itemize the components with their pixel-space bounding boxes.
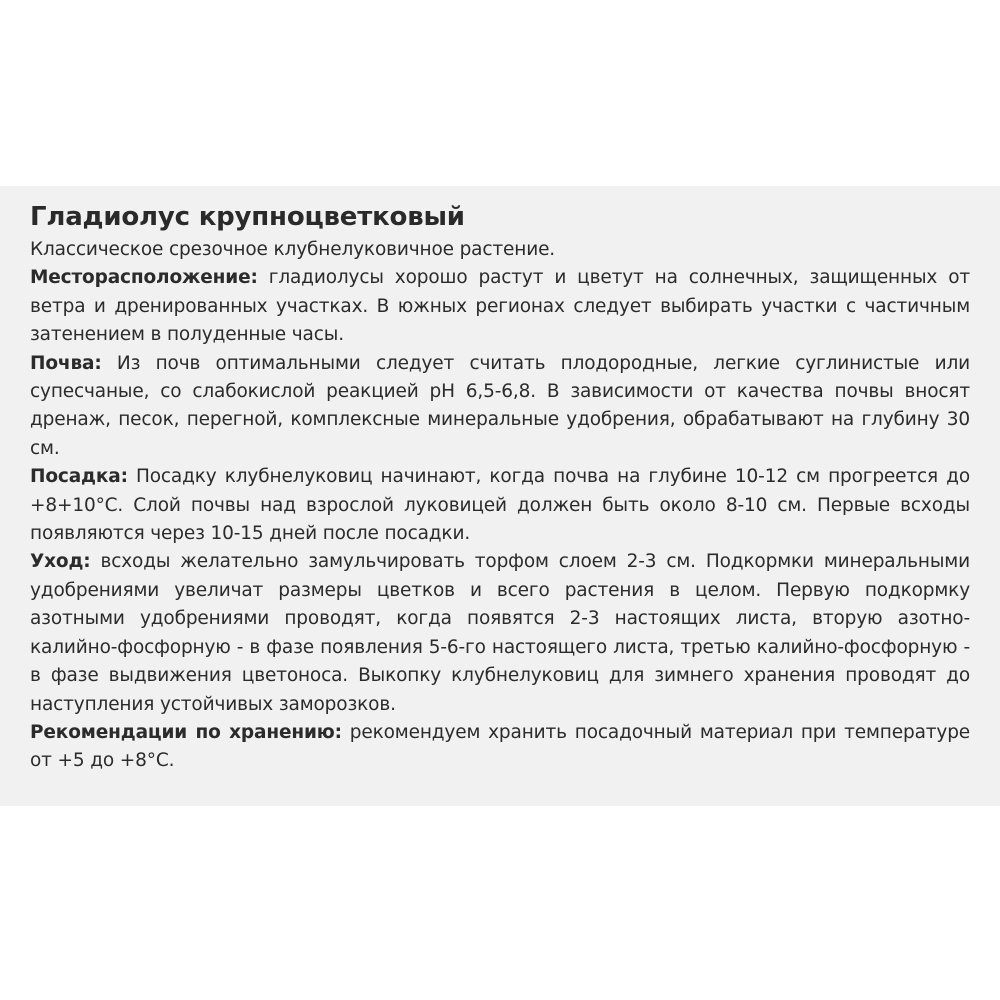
section-soil: [30, 350, 970, 464]
section-soil-heading: Почва:: [30, 352, 102, 374]
section-location: [30, 264, 970, 349]
label-title: Гладиолус крупноцветковый: [30, 202, 465, 232]
section-location-heading: Месторасположение:: [30, 267, 258, 289]
section-care-text: всходы желательно замульчировать торфом слоем 2-3 см. Подкормки минеральными удобрениями увеличат размеры цветков и всего растения в целом. Первую подкормку азотными удобрениями проводят, когда появятся 2-3 настоящих листа, вторую азотно-калийно-фосфорную - в фазе появления 5-6-го настоящего листа, третью калийно-фосфорную - в фазе выдвижения цветоноса. Выкопку клубнелуковиц для зимнего хранения проводят до наступления устойчивых заморозков.: [30, 551, 970, 715]
section-planting: [30, 463, 970, 548]
section-care-heading: Уход:: [30, 551, 91, 573]
section-planting-text: Посадку клубнелуковиц начинают, когда почва на глубине 10-12 см прогреется до +8+10°С. Слой почвы над взрослой луковицей должен быть около 8-10 см. Первые всходы появляются через 10-15 дней после посадки.: [30, 466, 970, 545]
section-care: [30, 548, 970, 718]
section-planting-heading: Посадка:: [30, 466, 128, 488]
label-subtitle: Классическое срезочное клубнелуковичное растение.: [30, 239, 556, 260]
section-location-text: гладиолусы хорошо растут и цветут на солнечных, защищенных от ветра и дренированных участках. В южных регионах следует выбирать участки с частичным затенением в полуденные часы.: [30, 267, 970, 346]
section-storage-heading: Рекомендации по хранению:: [30, 721, 342, 743]
section-storage-text: рекомендуем хранить посадочный материал при температуре от +5 до +8°С.: [30, 721, 971, 772]
section-storage: [30, 719, 970, 776]
section-soil-text: Из почв оптимальными следует считать плодородные, легкие суглинистые или супесчаные, со слабокислой реакцией pH 6,5-6,8. В зависимости от качества почвы вносят дренаж, песок, перегной, комплексные минеральные удобрения, обрабатывают на глубину 30 см.: [30, 352, 971, 459]
label-content: [30, 198, 970, 776]
